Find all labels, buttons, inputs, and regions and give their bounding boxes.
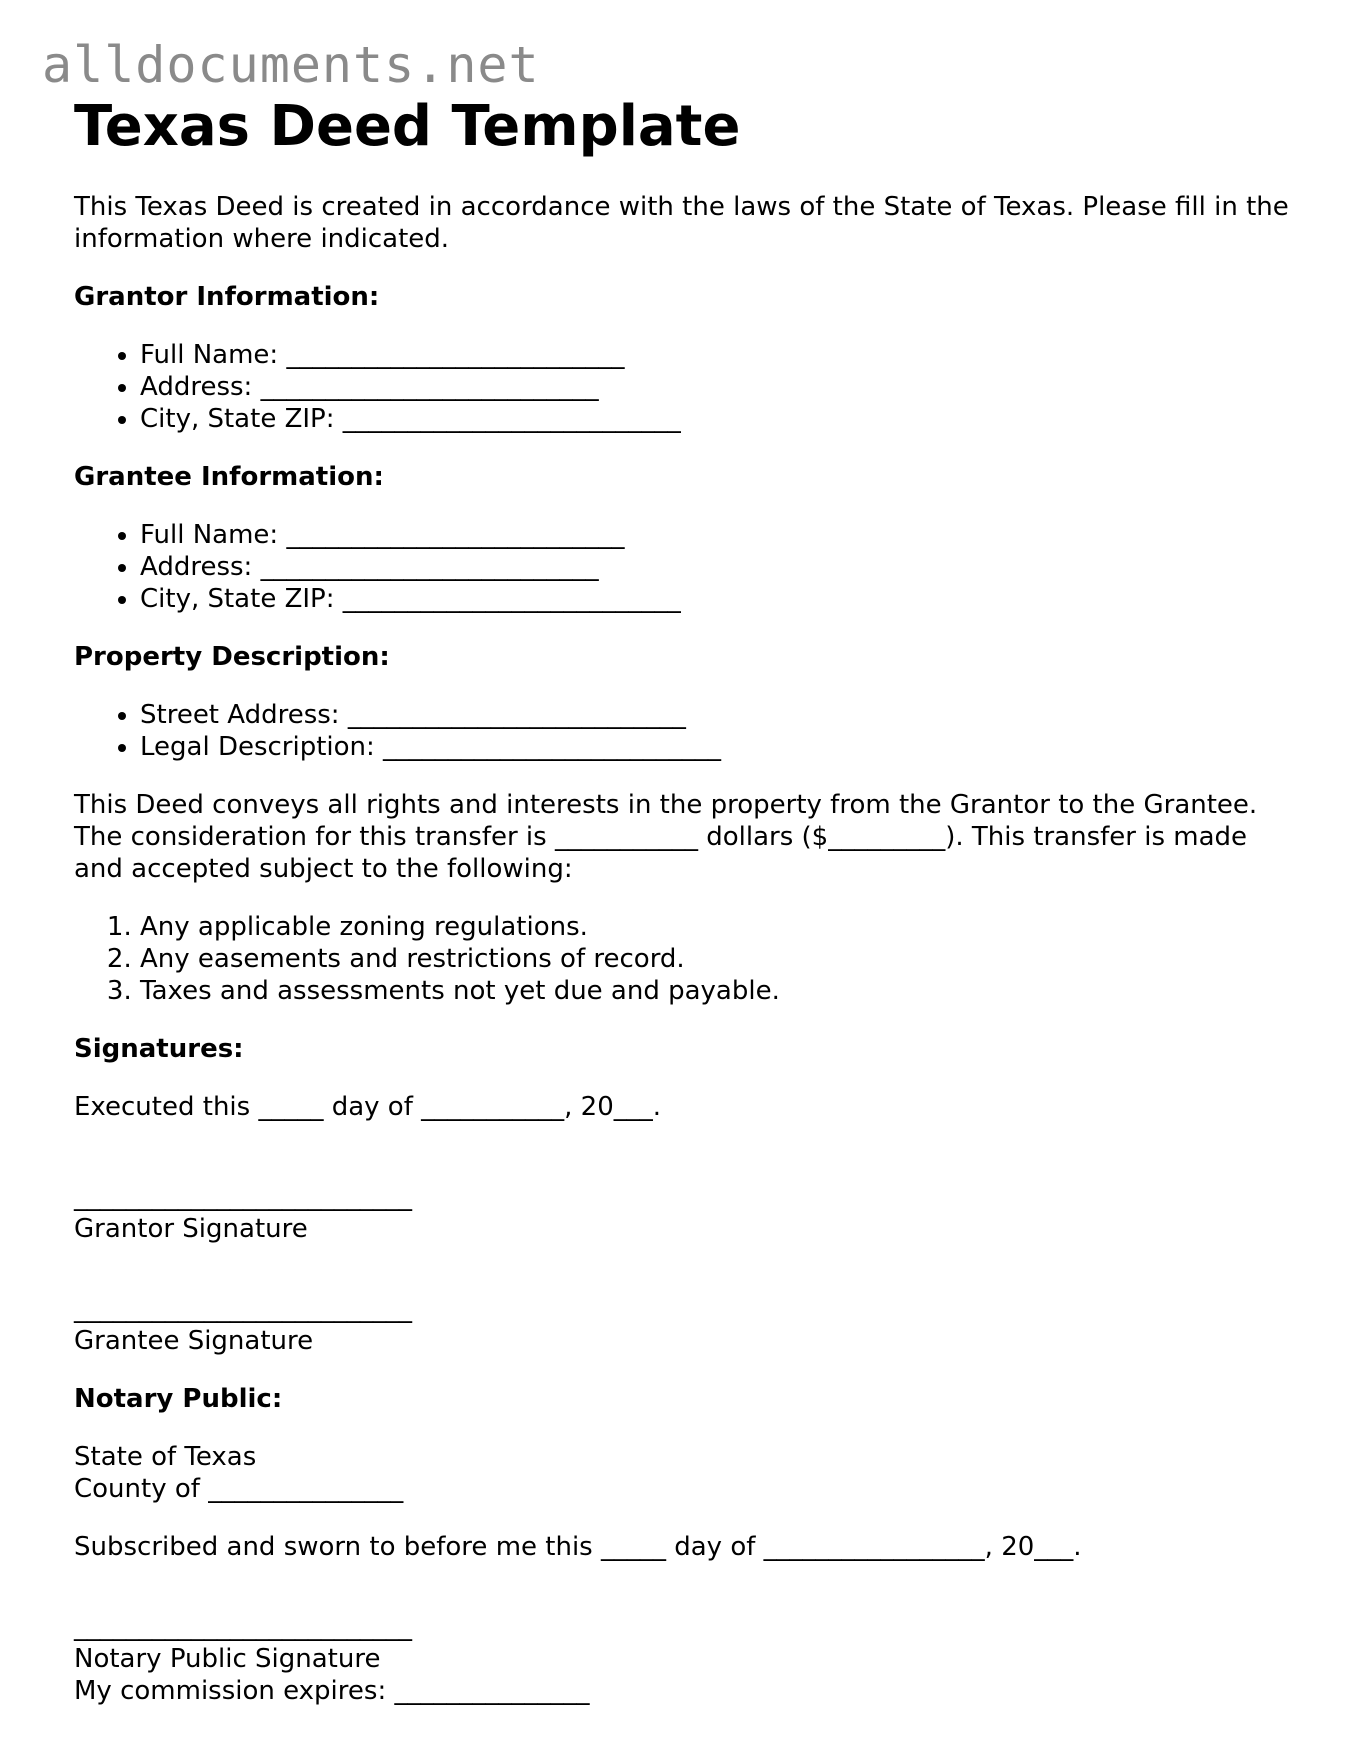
notary-state: State of Texas	[74, 1442, 257, 1472]
grantee-signature-line[interactable]: __________________________	[74, 1294, 412, 1324]
watermark: alldocuments.net	[42, 36, 540, 94]
conditions-list	[74, 911, 1294, 1007]
grantee-list	[74, 519, 1294, 615]
signatures-heading: Signatures:	[74, 1034, 244, 1064]
grantee-heading: Grantee Information:	[74, 462, 384, 492]
grantor-signature-line[interactable]: __________________________	[74, 1182, 412, 1212]
grantor-full-name-field[interactable]: • Full Name: __________________________	[140, 339, 1294, 371]
grantor-address-field[interactable]: • Address: __________________________	[140, 371, 1294, 403]
grantor-city-state-zip-field[interactable]: • City, State ZIP: __________________________	[140, 403, 1294, 435]
property-list	[74, 699, 1294, 763]
notary-county-field[interactable]: County of _______________	[74, 1474, 404, 1504]
property-street-address-field[interactable]: • Street Address: __________________________	[140, 699, 1294, 731]
notary-signature-label: Notary Public Signature	[74, 1644, 381, 1674]
grantor-signature-label: Grantor Signature	[74, 1214, 308, 1244]
grantee-full-name-field[interactable]: • Full Name: __________________________	[140, 519, 1294, 551]
condition-item: 1. Any applicable zoning regulations.	[140, 911, 1294, 943]
grantee-city-state-zip-field[interactable]: • City, State ZIP: __________________________	[140, 583, 1294, 615]
condition-item: 2. Any easements and restrictions of record.	[140, 943, 1294, 975]
page-title: Texas Deed Template	[74, 94, 741, 159]
grantee-signature-block	[74, 1293, 1294, 1357]
grantor-signature-block	[74, 1181, 1294, 1245]
intro-paragraph: This Texas Deed is created in accordance with the laws of the State of Texas. Please fill in the information where indicated.	[74, 192, 1289, 254]
grantee-signature-label: Grantee Signature	[74, 1326, 314, 1356]
property-heading: Property Description:	[74, 642, 390, 672]
condition-item: 3. Taxes and assessments not yet due and payable.	[140, 975, 1294, 1007]
notary-heading: Notary Public:	[74, 1384, 283, 1414]
notary-sworn-line[interactable]: Subscribed and sworn to before me this _____ day of _________________, 20___.	[74, 1532, 1082, 1562]
notary-venue	[74, 1441, 1294, 1505]
executed-date-line[interactable]: Executed this _____ day of ___________, 20___.	[74, 1092, 662, 1122]
notary-signature-block	[74, 1611, 1294, 1707]
conveyance-paragraph[interactable]: This Deed conveys all rights and interests in the property from the Grantor to the Grantee. The consideration for this transfer is ___________ dollars ($_________). This transfer is made and accepted subject to the following:	[74, 790, 1258, 884]
grantor-heading: Grantor Information:	[74, 282, 380, 312]
notary-commission-field[interactable]: My commission expires: _______________	[74, 1676, 590, 1706]
grantee-address-field[interactable]: • Address: __________________________	[140, 551, 1294, 583]
document-page	[74, 95, 1294, 1707]
grantor-list	[74, 339, 1294, 435]
notary-signature-line[interactable]: __________________________	[74, 1612, 412, 1642]
property-legal-description-field[interactable]: • Legal Description: __________________________	[140, 731, 1294, 763]
